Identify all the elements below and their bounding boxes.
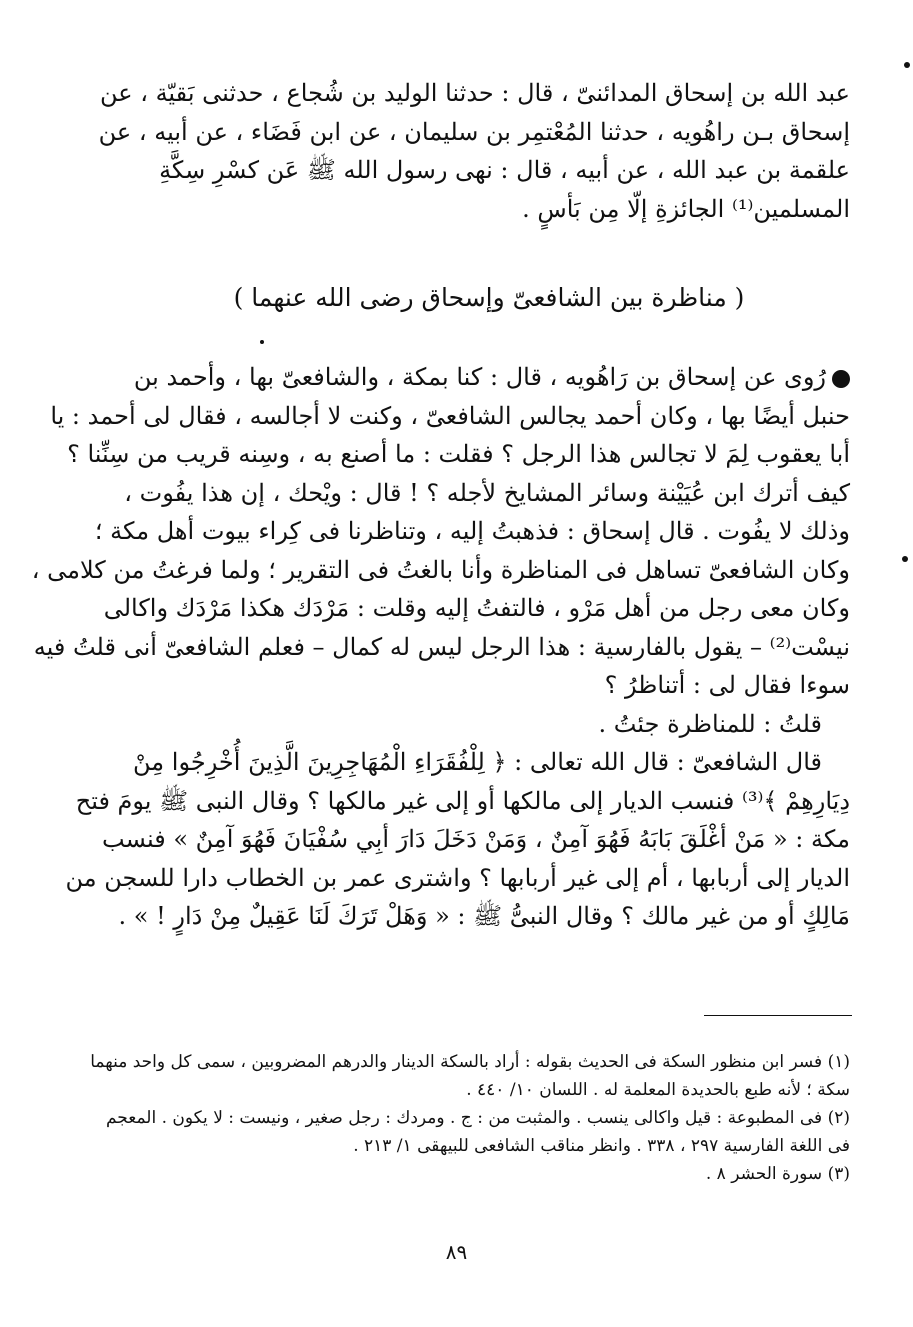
- text-line: قال الشافعىّ : قال الله تعالى : ﴿ لِلْفُقَرَاءِ الْمُهَاجِرِينَ الَّذِينَ أُخْرِجُوا مِنْ: [133, 748, 822, 776]
- text-line: مَالِكٍ أو من غير مالك ؟ وقال النبىُّ ﷺ : « وَهَلْ تَرَكَ لَنَا عَقِيلٌ مِنْ دَارٍ ! » .: [118, 902, 850, 930]
- main-text: [31, 358, 850, 936]
- text-line: وكان الشافعىّ تساهل فى المناظرة وأنا بالغتُ فى التقرير ؛ ولما فرغتُ من كلامى ،: [31, 555, 850, 584]
- footnotes: [90, 1048, 850, 1188]
- text-line-content: رُوى عن إسحاق بن رَاهُويه ، قال : كنا بمكة ، والشافعىّ بها ، وأحمد بن: [133, 363, 826, 391]
- text-line: [128, 358, 850, 397]
- text-line: دِيَارِهِمْ ﴾⁽³⁾ فنسب الديار إلى مالكها أو إلى غير مالكها ؟ وقال النبى ﷺ يومَ فتح: [75, 786, 850, 815]
- text-line: أبا يعقوب لِمَ لا تجالس هذا الرجل ؟ فقلت : ما أصنع به ، وسِنه قريب من سِنِّنا ؟: [67, 440, 850, 468]
- footnote-line: (٢) فى المطبوعة : قيل واكالى ينسب . والمثبت من : ج . ومردك : رجل صغير ، ونيست : لا يكون . المعجم: [105, 1108, 850, 1128]
- opening-paragraph: [98, 74, 850, 228]
- text-line: سوءا فقال لى : أتناظرُ ؟: [604, 671, 850, 699]
- footnote-line: فى اللغة الفارسية ٢٩٧ ، ٣٣٨ . وانظر مناقب الشافعى للبيهقى ١/ ٢١٣ .: [353, 1136, 850, 1156]
- text-line: علقمة بن عبد الله ، عن أبيه ، قال : نهى رسول الله ﷺ عَن كسْرِ سِكَّةِ: [159, 156, 850, 184]
- section-heading: ( مناظرة بين الشافعىّ وإسحاق رضى الله عنهما ): [233, 283, 745, 312]
- text-line: إسحاق بـن راهُويه ، حدثنا المُعْتمِر بن سليمان ، عن ابن فَضَاء ، عن أبيه ، عن: [98, 117, 850, 146]
- text-line: قلتُ : للمناظرة جئتُ .: [598, 709, 822, 738]
- text-line: مكة : « مَنْ أغْلَقَ بَابَهُ فَهُوَ آمِنٌ ، وَمَنْ دَخَلَ دَارَ أبِي سُفْيَانَ فَهُوَ آمِنٌ » فنسب: [102, 825, 850, 853]
- footnote-line: سكة ؛ لأنه طبع بالحديدة المعلمة له . اللسان ١٠/ ٤٤٠ .: [466, 1080, 850, 1100]
- text-line: الديار إلى أربابها ، أم إلى غير أربابها ؟ واشترى عمر بن الخطاب دارا للسجن من: [65, 863, 850, 892]
- footnote-line: (٣) سورة الحشر ٨ .: [705, 1164, 850, 1184]
- margin-mark: [904, 62, 910, 68]
- ink-dot: [260, 340, 264, 344]
- text-line: وكان معى رجل من أهل مَرْو ، فالتفتُ إليه وقلت : مَرْدَك هكذا مَرْدَك واكالى: [103, 594, 850, 622]
- margin-mark: [902, 556, 908, 562]
- footnote-line: (١) فسر ابن منظور السكة فى الحديث بقوله : أراد بالسكة الدينار والدرهم المضروبين ، سمى كل واحد منهما: [90, 1052, 850, 1072]
- text-line: وذلك لا يفُوت . قال إسحاق : فذهبتُ إليه ، وتناظرنا فى كِراء بيوت أهل مكة ؛: [94, 517, 850, 545]
- text-line: كيف أترك ابن عُيَيْنة وسائر المشايخ لأجله ؟ ! قال : ويْحك ، إن هذا يفُوت ،: [124, 478, 850, 507]
- bullet-icon: [832, 370, 850, 388]
- text-line: عبد الله بن إسحاق المدائنىّ ، قال : حدثنا الوليد بن شُجاع ، حدثنى بَقيّة ، عن: [99, 79, 850, 107]
- page-number: ٨٩: [445, 1240, 468, 1264]
- text-line: نيسْت⁽²⁾ – يقول بالفارسية : هذا الرجل ليس له كمال – فعلم الشافعىّ أنى قلتُ فيه: [33, 632, 850, 661]
- text-line: المسلمين⁽¹⁾ الجائزةِ إلّا مِن بَأسٍ .: [522, 194, 850, 223]
- text-line: حنبل أيضًا بها ، وكان أحمد يجالس الشافعىّ ، وكنت لا أجالسه ، فقال لى أحمد : يا: [50, 401, 850, 430]
- footnote-separator: [704, 1015, 852, 1016]
